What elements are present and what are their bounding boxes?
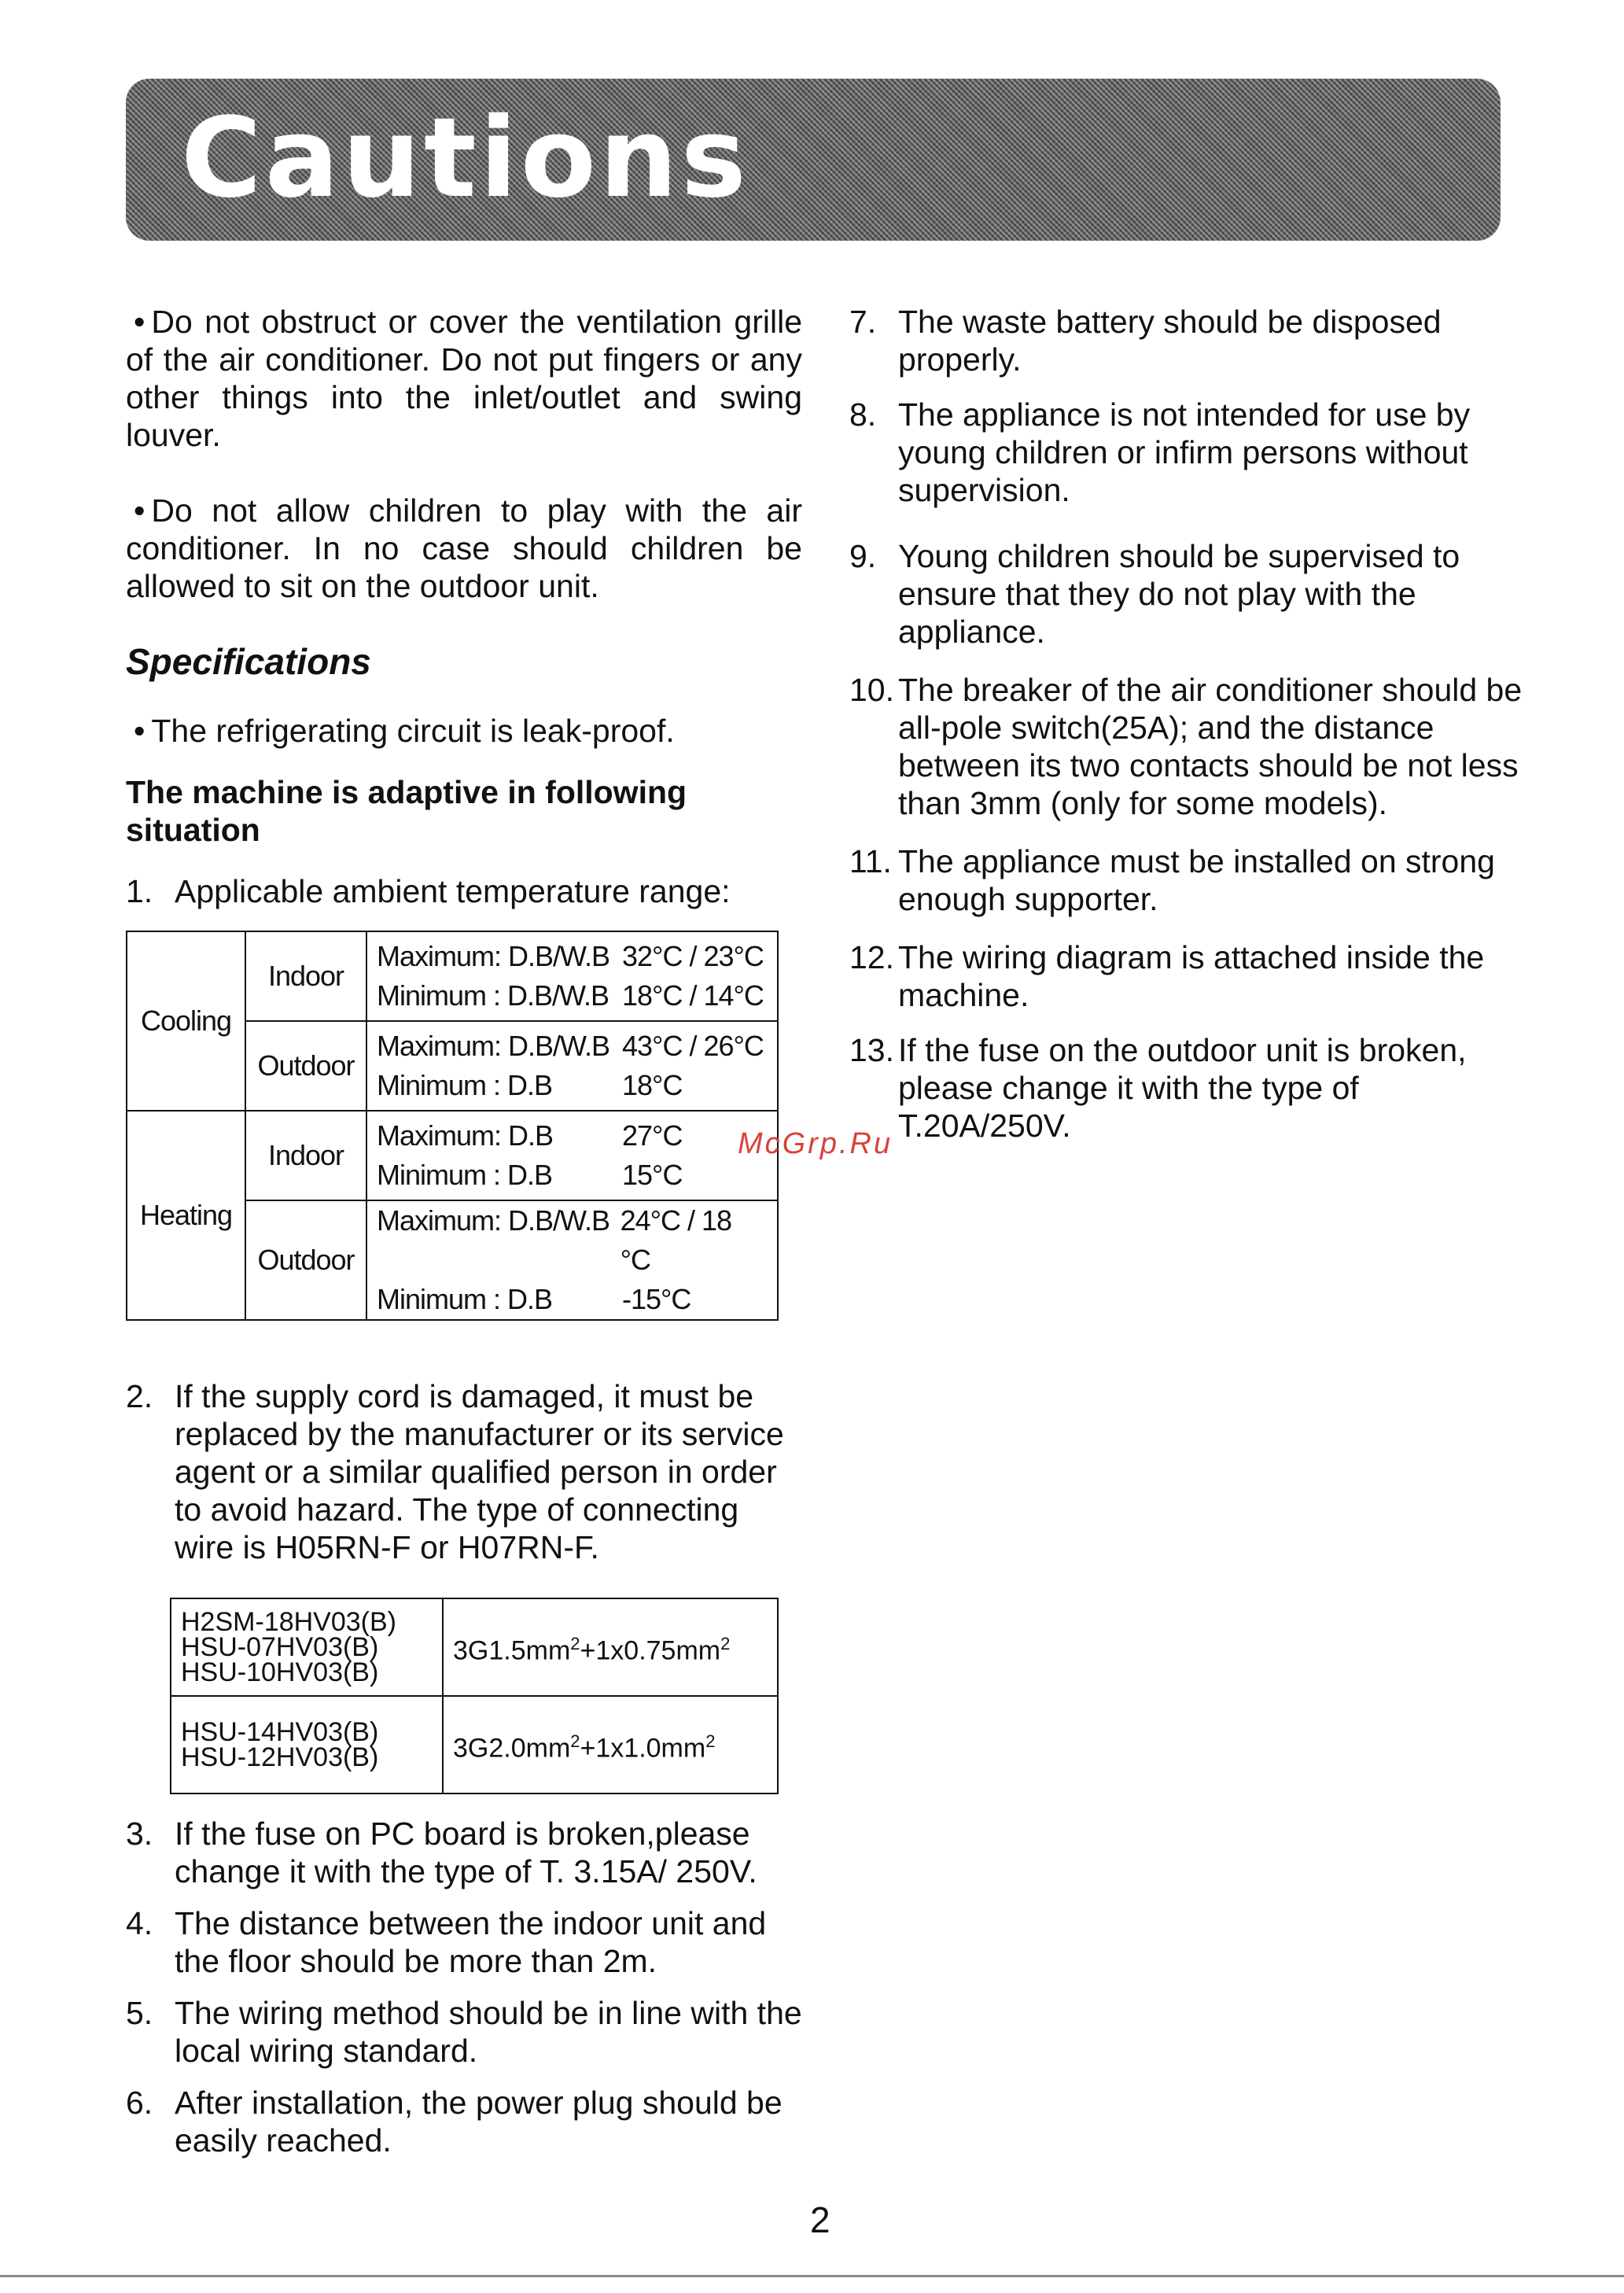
list-item-1 bbox=[126, 872, 802, 910]
wire-table bbox=[170, 1598, 779, 1794]
spec-line bbox=[377, 1280, 768, 1319]
list-item-8 bbox=[849, 396, 1526, 509]
page-title: Cautions bbox=[181, 94, 749, 223]
cautions-banner bbox=[126, 79, 1501, 241]
superscript: 2 bbox=[570, 1633, 580, 1653]
bullet-text: Do not allow children to play with the air conditioner. In no case should children be allowed to sit on the outdoor unit. bbox=[126, 492, 802, 604]
item-text: The wiring diagram is attached inside the machine. bbox=[898, 939, 1485, 1013]
spec-key: Maximum: D.B bbox=[377, 1119, 554, 1152]
outdoor-cell: Outdoor bbox=[245, 1200, 366, 1320]
item-text: The waste battery should be disposed properly. bbox=[898, 304, 1442, 378]
spec-key: Maximum: D.B/W.B bbox=[377, 940, 610, 972]
list-item-4 bbox=[126, 1904, 802, 1980]
temperature-table bbox=[126, 931, 779, 1321]
cable-cell bbox=[443, 1696, 778, 1793]
specifications-heading: Specifications bbox=[126, 641, 371, 682]
bullet-dot: • bbox=[134, 492, 145, 529]
list-item-3 bbox=[126, 1815, 802, 1890]
spec-line bbox=[377, 1027, 768, 1066]
table-row bbox=[127, 931, 778, 1021]
item-text: Applicable ambient temperature range: bbox=[175, 873, 731, 909]
spec-key: Minimum : D.B bbox=[377, 1159, 553, 1191]
item-number: 2. bbox=[126, 1378, 153, 1414]
model-name: HSU-10HV03(B) bbox=[181, 1657, 379, 1687]
list-item-7 bbox=[849, 303, 1526, 378]
spec-value: 18°C bbox=[622, 1069, 683, 1101]
item-text: If the fuse on PC board is broken,please change it with the type of T. 3.15A/ 250V. bbox=[175, 1816, 757, 1889]
spec-value: 18°C / 14°C bbox=[622, 979, 764, 1012]
model-name: HSU-07HV03(B) bbox=[181, 1632, 379, 1662]
model-name: H2SM-18HV03(B) bbox=[181, 1607, 396, 1637]
list-item-13 bbox=[849, 1031, 1526, 1145]
adaptive-heading: The machine is adaptive in following situation bbox=[126, 774, 687, 848]
spec-value: 27°C bbox=[622, 1119, 683, 1152]
indoor-cell: Indoor bbox=[245, 931, 366, 1021]
spec-cell bbox=[366, 931, 778, 1021]
item-number: 10. bbox=[849, 672, 894, 708]
bullet-dot: • bbox=[134, 713, 145, 749]
cable-part: +1x0.75mm bbox=[580, 1635, 721, 1666]
watermark: McGrp.Ru bbox=[738, 1127, 893, 1160]
cooling-cell: Cooling bbox=[127, 931, 245, 1111]
spec-value: 24°C / 18 °C bbox=[620, 1204, 732, 1276]
list-item-5 bbox=[126, 1994, 802, 2070]
bullet-children bbox=[126, 492, 802, 605]
item-number: 7. bbox=[849, 304, 877, 340]
item-text: If the fuse on the outdoor unit is broken, please change it with the type of T.20A/250V. bbox=[898, 1032, 1467, 1144]
item-text: Young children should be supervised to ensure that they do not play with the appliance. bbox=[898, 538, 1460, 650]
item-number: 12. bbox=[849, 939, 894, 975]
spec-cell bbox=[366, 1111, 778, 1200]
list-item-11 bbox=[849, 842, 1526, 918]
list-item-12 bbox=[849, 938, 1526, 1014]
spec-line bbox=[377, 1201, 768, 1280]
spec-key: Maximum: D.B/W.B bbox=[377, 1030, 610, 1062]
cable-part: +1x1.0mm bbox=[580, 1733, 706, 1764]
bullet-dot: • bbox=[134, 304, 145, 340]
indoor-cell: Indoor bbox=[245, 1111, 366, 1200]
model-cell bbox=[171, 1598, 443, 1696]
item-number: 13. bbox=[849, 1032, 894, 1068]
item-text: The wiring method should be in line with the local wiring standard. bbox=[175, 1995, 802, 2069]
table-row bbox=[171, 1598, 778, 1696]
bottom-divider bbox=[0, 2275, 1624, 2277]
spec-line bbox=[377, 1066, 768, 1105]
item-text: The appliance must be installed on strong enough supporter. bbox=[898, 843, 1495, 917]
table-row bbox=[127, 1111, 778, 1200]
superscript: 2 bbox=[705, 1731, 716, 1751]
cable-cell bbox=[443, 1598, 778, 1696]
item-text: If the supply cord is damaged, it must be replaced by the manufacturer or its service agent or a similar qualified person in order to avoid hazard. The type of connecting wire is H05RN-F or H07RN-F. bbox=[175, 1378, 784, 1565]
item-number: 4. bbox=[126, 1905, 153, 1941]
model-name: HSU-12HV03(B) bbox=[181, 1742, 379, 1772]
item-number: 8. bbox=[849, 396, 877, 433]
superscript: 2 bbox=[570, 1731, 580, 1751]
item-text: The breaker of the air conditioner should be all-pole switch(25A); and the distance between its two contacts should be not less than 3mm (only for some models). bbox=[898, 672, 1523, 821]
spec-value: -15°C bbox=[622, 1283, 691, 1315]
item-number: 9. bbox=[849, 538, 877, 574]
page-number: 2 bbox=[810, 2199, 830, 2240]
spec-cell bbox=[366, 1021, 778, 1111]
spec-value: 15°C bbox=[622, 1159, 683, 1191]
bullet-leak-proof bbox=[126, 712, 802, 750]
spec-cell bbox=[366, 1200, 778, 1320]
spec-value: 32°C / 23°C bbox=[622, 940, 764, 972]
spec-value: 43°C / 26°C bbox=[622, 1030, 764, 1062]
spec-key: Minimum : D.B bbox=[377, 1069, 553, 1101]
bullet-text: The refrigerating circuit is leak-proof. bbox=[151, 713, 675, 749]
bullet-ventilation bbox=[126, 303, 802, 454]
spec-key: Minimum : D.B bbox=[377, 1283, 553, 1315]
model-name: HSU-14HV03(B) bbox=[181, 1717, 379, 1747]
item-number: 3. bbox=[126, 1816, 153, 1852]
bullet-text: Do not obstruct or cover the ventilation grille of the air conditioner. Do not put fingers or any other things into the inlet/outlet and swing louver. bbox=[126, 304, 802, 453]
cable-part: 3G1.5mm bbox=[453, 1635, 571, 1666]
item-number: 6. bbox=[126, 2085, 153, 2121]
superscript: 2 bbox=[720, 1633, 731, 1653]
heating-cell: Heating bbox=[127, 1111, 245, 1320]
list-item-10 bbox=[849, 671, 1526, 822]
item-text: The distance between the indoor unit and the floor should be more than 2m. bbox=[175, 1905, 767, 1979]
left-column bbox=[126, 303, 802, 2173]
spec-key: Minimum : D.B/W.B bbox=[377, 979, 609, 1012]
spec-line bbox=[377, 1116, 768, 1156]
right-column bbox=[849, 303, 1526, 1162]
spec-line bbox=[377, 937, 768, 976]
spec-key: Maximum: D.B/W.B bbox=[377, 1204, 610, 1237]
item-text: The appliance is not intended for use by young children or infirm persons without supervision. bbox=[898, 396, 1471, 508]
table-row bbox=[171, 1696, 778, 1793]
spec-line bbox=[377, 976, 768, 1016]
model-cell bbox=[171, 1696, 443, 1793]
item-text: After installation, the power plug should be easily reached. bbox=[175, 2085, 783, 2158]
list-item-6 bbox=[126, 2084, 802, 2159]
item-number: 11. bbox=[849, 843, 892, 879]
item-number: 1. bbox=[126, 873, 153, 909]
cable-part: 3G2.0mm bbox=[453, 1733, 571, 1764]
spec-line bbox=[377, 1156, 768, 1195]
list-item-2 bbox=[126, 1377, 802, 1566]
outdoor-cell: Outdoor bbox=[245, 1021, 366, 1111]
item-number: 5. bbox=[126, 1995, 153, 2031]
list-item-9 bbox=[849, 537, 1526, 651]
